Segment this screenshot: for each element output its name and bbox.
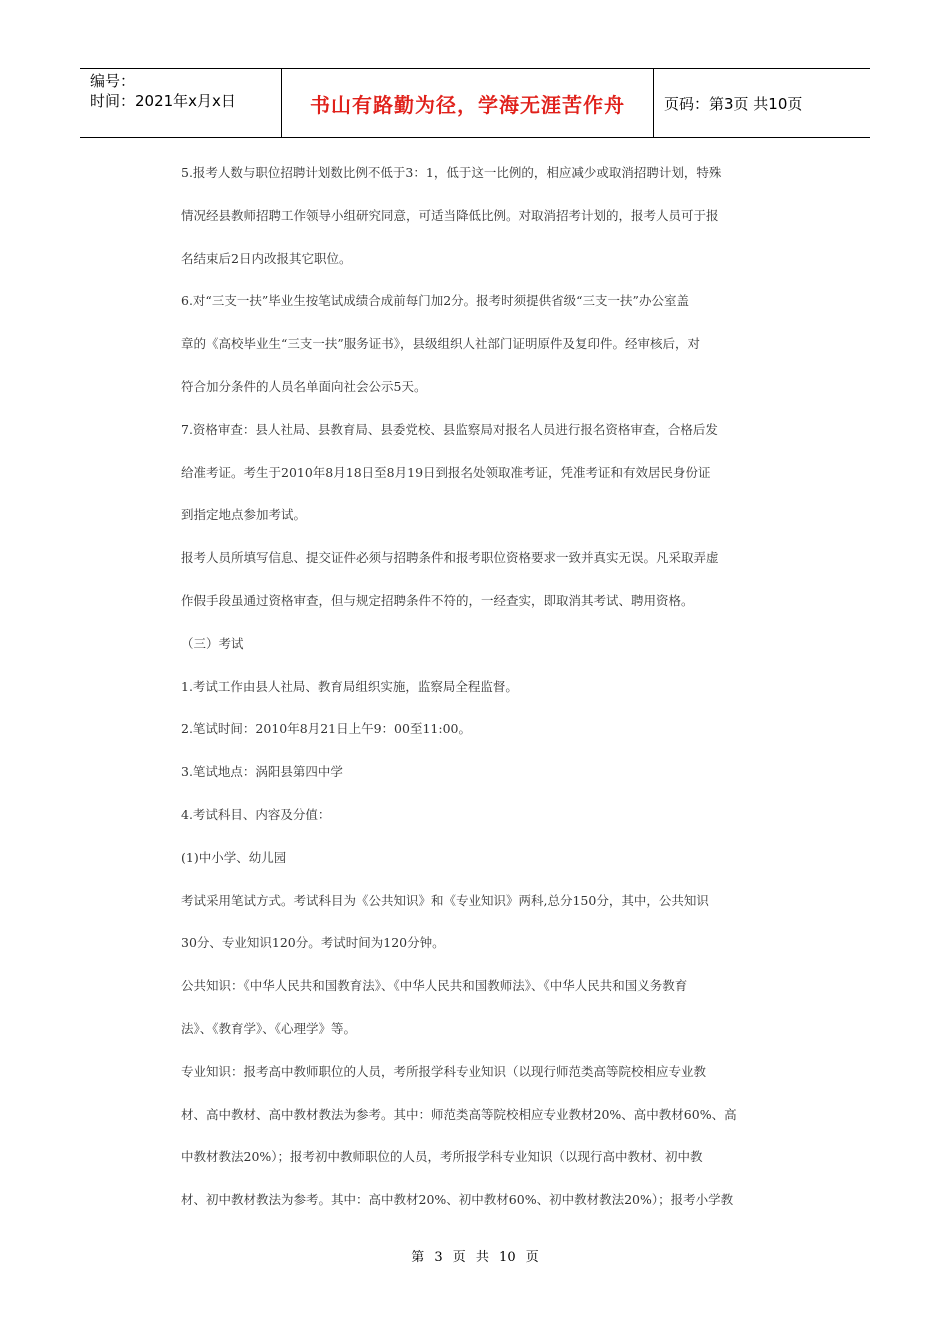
body-text-line: 3.笔试地点：涡阳县第四中学 bbox=[181, 764, 343, 780]
body-text-line: 给准考证。考生于2010年8月18日至8月19日到报名处领取准考证，凭准考证和有效居民身份证 bbox=[181, 464, 711, 480]
body-text-line: 作假手段虽通过资格审查，但与规定招聘条件不符的，一经查实，即取消其考试、聘用资格。 bbox=[181, 592, 694, 608]
body-text-line: 中教材教法20%）；报考初中教师职位的人员，考所报学科专业知识（以现行高中教材、初中教 bbox=[181, 1149, 703, 1165]
body-text-line: 5.报考人数与职位招聘计划数比例不低于3：1，低于这一比例的，相应减少或取消招聘计划，特殊 bbox=[181, 165, 722, 180]
body-text-line: (1)中小学、幼儿园 bbox=[181, 849, 287, 865]
page-header bbox=[80, 68, 870, 138]
body-text-line: 符合加分条件的人员名单面向社会公示5天。 bbox=[181, 378, 427, 394]
body-text-line: 7.资格审查：县人社局、县教育局、县委党校、县监察局对报名人员进行报名资格审查，合格后发 bbox=[181, 421, 718, 437]
body-text-line: 材、初中教材教法为参考。其中：高中教材20%、初中教材60%、初中教材教法20%）；报考小学教 bbox=[181, 1192, 734, 1208]
body-text-line: 2.笔试时间：2010年8月21日上午9：00至11:00。 bbox=[181, 721, 471, 737]
header-page-indicator: 页码：第3页 共10页 bbox=[664, 94, 803, 113]
document-number-label: 编号： bbox=[90, 72, 136, 90]
document-body bbox=[181, 158, 781, 1228]
body-text-line: 报考人员所填写信息、提交证件必须与招聘条件和报考职位资格要求一致并真实无误。凡采取弄虚 bbox=[181, 550, 719, 566]
header-motto: 书山有路勤为径，学海无涯苦作舟 bbox=[310, 92, 625, 117]
body-text-line: 章的《高校毕业生“三支一扶”服务证书》，县级组织人社部门证明原件及复印件。经审核后，对 bbox=[181, 336, 701, 352]
body-text-line: 6.对“三支一扶”毕业生按笔试成绩合成前每门加2分。报考时须提供省级“三支一扶”办公室盖 bbox=[181, 293, 689, 309]
body-text-line: 到指定地点参加考试。 bbox=[181, 507, 307, 523]
body-text-line: 1.考试工作由县人社局、教育局组织实施，监察局全程监督。 bbox=[181, 678, 518, 694]
body-text-line: （三）考试 bbox=[181, 635, 244, 651]
body-text-line: 材、高中教材、高中教材教法为参考。其中：师范类高等院校相应专业教材20%、高中教材60%、高 bbox=[181, 1106, 737, 1122]
body-text-line: 4.考试科目、内容及分值： bbox=[181, 806, 331, 822]
body-text-line: 公共知识：《中华人民共和国教育法》、《中华人民共和国教师法》、《中华人民共和国义务教育 bbox=[181, 978, 688, 994]
page-footer: 第 3 页 共 10 页 bbox=[411, 1250, 539, 1265]
body-text-line: 专业知识：报考高中教师职位的人员，考所报学科专业知识（以现行师范类高等院校相应专业教 bbox=[181, 1063, 707, 1079]
document-date-label: 时间：2021年x月x日 bbox=[90, 92, 236, 110]
body-text-line: 30分、专业知识120分。考试时间为120分钟。 bbox=[181, 935, 445, 951]
body-text-line: 情况经县教师招聘工作领导小组研究同意，可适当降低比例。对取消招考计划的，报考人员可于报 bbox=[181, 207, 719, 223]
header-motto-cell bbox=[282, 69, 654, 137]
body-text-line: 法》、《教育学》、《心理学》等。 bbox=[181, 1020, 357, 1036]
body-text-line: 考试采用笔试方式。考试科目为《公共知识》和《专业知识》两科,总分150分，其中，公共知识 bbox=[181, 892, 709, 908]
body-text-line: 名结束后2日内改报其它职位。 bbox=[181, 250, 352, 266]
header-meta bbox=[80, 69, 282, 137]
